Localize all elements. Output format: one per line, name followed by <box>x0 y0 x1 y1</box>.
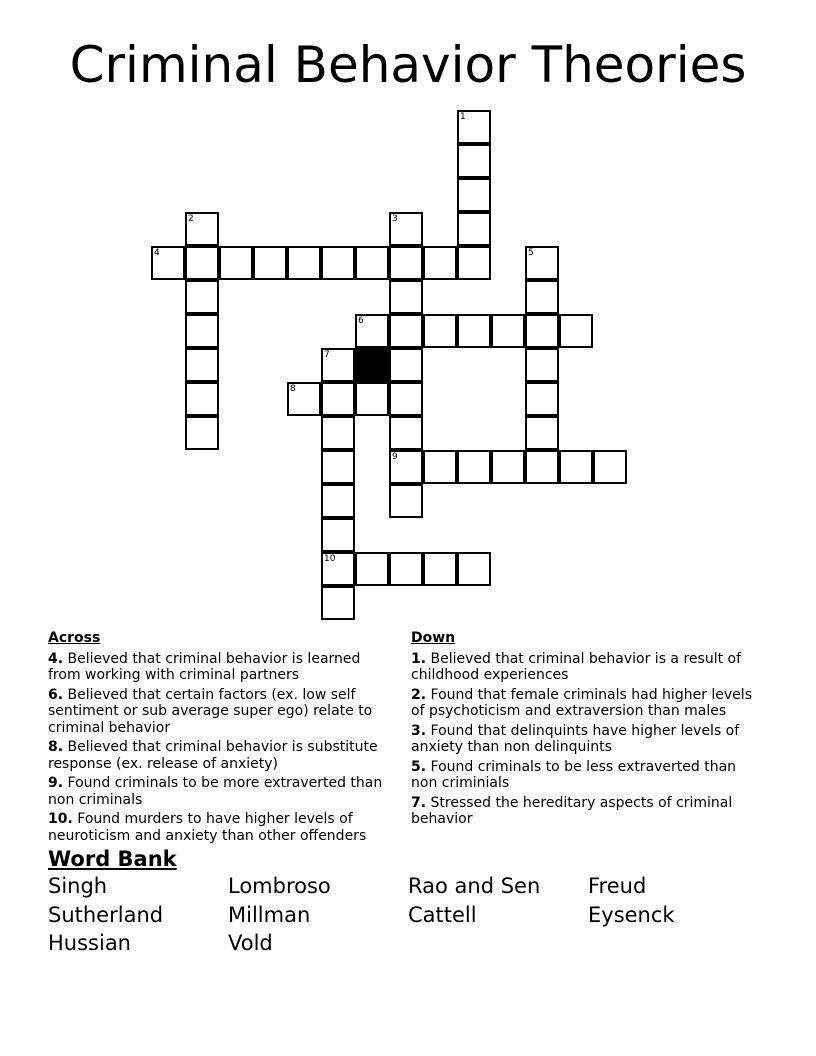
crossword-cell[interactable] <box>321 552 355 586</box>
crossword-cell[interactable] <box>491 314 525 348</box>
crossword-cell[interactable] <box>321 246 355 280</box>
crossword-cell[interactable] <box>389 450 423 484</box>
crossword-cell[interactable] <box>321 586 355 620</box>
crossword-cell[interactable] <box>457 144 491 178</box>
word-bank-item: Cattell <box>408 902 477 927</box>
word-bank-item: Eysenck <box>588 902 675 927</box>
word-bank-item: Hussian <box>48 931 131 955</box>
crossword-cell[interactable] <box>525 348 559 382</box>
crossword-cell[interactable] <box>559 450 593 484</box>
crossword-cell[interactable] <box>423 552 457 586</box>
crossword-cell[interactable] <box>253 246 287 280</box>
word-bank-item: Millman <box>228 902 311 927</box>
crossword-cell[interactable] <box>185 382 219 416</box>
crossword-cell[interactable] <box>321 416 355 450</box>
crossword-cell[interactable] <box>525 280 559 314</box>
page-title: Criminal Behavior Theories <box>69 36 747 94</box>
clue-across-8: 8. Believed that criminal behavior is substitute response (ex. release of anxiety) <box>48 739 378 772</box>
crossword-cell[interactable] <box>457 552 491 586</box>
clue-down-2: 2. Found that female criminals had higher levels of psychoticism and extraversion than males <box>411 686 752 719</box>
clue-down-5: 5. Found criminals to be less extraverted than non criminials <box>411 758 737 791</box>
word-bank-heading: Word Bank <box>48 847 177 871</box>
clue-number: 1 <box>460 112 466 122</box>
crossword-cell[interactable] <box>389 382 423 416</box>
word-bank-item: Rao and Sen <box>408 874 541 898</box>
clue-down-3: 3. Found that delinquints have higher levels of anxiety than non delinquints <box>411 722 740 755</box>
crossword-cell[interactable] <box>321 348 355 382</box>
down-heading: Down <box>411 630 456 646</box>
crossword-cell[interactable] <box>423 314 457 348</box>
crossword-cell[interactable] <box>389 484 423 518</box>
crossword-cell[interactable] <box>389 212 423 246</box>
crossword-cell[interactable] <box>559 314 593 348</box>
across-clues <box>48 630 393 847</box>
crossword-cell[interactable] <box>185 416 219 450</box>
word-bank-list <box>48 872 768 958</box>
word-bank-item: Singh <box>48 874 108 898</box>
crossword-cell[interactable] <box>355 382 389 416</box>
crossword-cell[interactable] <box>525 314 559 348</box>
crossword-cell[interactable] <box>389 416 423 450</box>
clue-across-10: 10. Found murders to have higher levels of neuroticism and anxiety than other offenders <box>48 811 367 844</box>
crossword-black-cell <box>355 348 389 382</box>
crossword-cell[interactable] <box>355 552 389 586</box>
crossword-cell[interactable] <box>185 280 219 314</box>
crossword-cell[interactable] <box>593 450 627 484</box>
clue-number: 2 <box>188 214 194 224</box>
crossword-cell[interactable] <box>457 246 491 280</box>
word-bank-item: Lombroso <box>228 874 331 898</box>
clue-across-9: 9. Found criminals to be more extraverted than non criminals <box>48 775 383 808</box>
crossword-cell[interactable] <box>389 280 423 314</box>
crossword-cell[interactable] <box>287 246 321 280</box>
crossword-cell[interactable] <box>457 178 491 212</box>
crossword-cell[interactable] <box>525 382 559 416</box>
crossword-cell[interactable] <box>185 212 219 246</box>
crossword-cell[interactable] <box>287 382 321 416</box>
clue-number: 4 <box>154 248 160 258</box>
clue-across-6: 6. Believed that certain factors (ex. low self sentiment or sub average super ego) relate to criminal behavior <box>48 686 373 736</box>
crossword-cell[interactable] <box>457 450 491 484</box>
crossword-cell[interactable] <box>525 246 559 280</box>
clue-down-1: 1. Believed that criminal behavior is a result of childhood experiences <box>411 650 742 683</box>
clue-across-4: 4. Believed that criminal behavior is learned from working with criminal partners <box>48 650 361 683</box>
word-bank <box>48 846 768 958</box>
crossword-cell[interactable] <box>321 450 355 484</box>
word-bank-item: Vold <box>228 931 273 955</box>
clue-number: 10 <box>324 554 336 564</box>
crossword-cell[interactable] <box>423 450 457 484</box>
crossword-cell[interactable] <box>491 450 525 484</box>
word-bank-item: Sutherland <box>48 902 164 927</box>
crossword-cell[interactable] <box>457 212 491 246</box>
crossword-cell[interactable] <box>423 246 457 280</box>
crossword-cell[interactable] <box>321 484 355 518</box>
word-bank-item: Freud <box>588 874 647 898</box>
crossword-cell[interactable] <box>525 416 559 450</box>
clue-number: 6 <box>358 316 364 326</box>
crossword-cell[interactable] <box>389 348 423 382</box>
clue-number: 3 <box>392 214 398 224</box>
crossword-cell[interactable] <box>389 246 423 280</box>
crossword-cell[interactable] <box>525 450 559 484</box>
crossword-cell[interactable] <box>185 348 219 382</box>
crossword-cell[interactable] <box>355 314 389 348</box>
crossword-cell[interactable] <box>321 518 355 552</box>
crossword-cell[interactable] <box>457 314 491 348</box>
clue-down-7: 7. Stressed the hereditary aspects of criminal behavior <box>411 794 733 827</box>
down-clues <box>411 630 756 831</box>
crossword-cell[interactable] <box>219 246 253 280</box>
clue-number: 5 <box>528 248 534 258</box>
crossword-cell[interactable] <box>389 552 423 586</box>
crossword-cell[interactable] <box>151 246 185 280</box>
crossword-cell[interactable] <box>185 246 219 280</box>
crossword-cell[interactable] <box>457 110 491 144</box>
clue-number: 8 <box>290 384 296 394</box>
clue-number: 7 <box>324 350 330 360</box>
crossword-cell[interactable] <box>321 382 355 416</box>
clue-number: 9 <box>392 452 398 462</box>
crossword-cell[interactable] <box>355 246 389 280</box>
across-heading: Across <box>48 630 101 646</box>
crossword-cell[interactable] <box>389 314 423 348</box>
crossword-cell[interactable] <box>185 314 219 348</box>
